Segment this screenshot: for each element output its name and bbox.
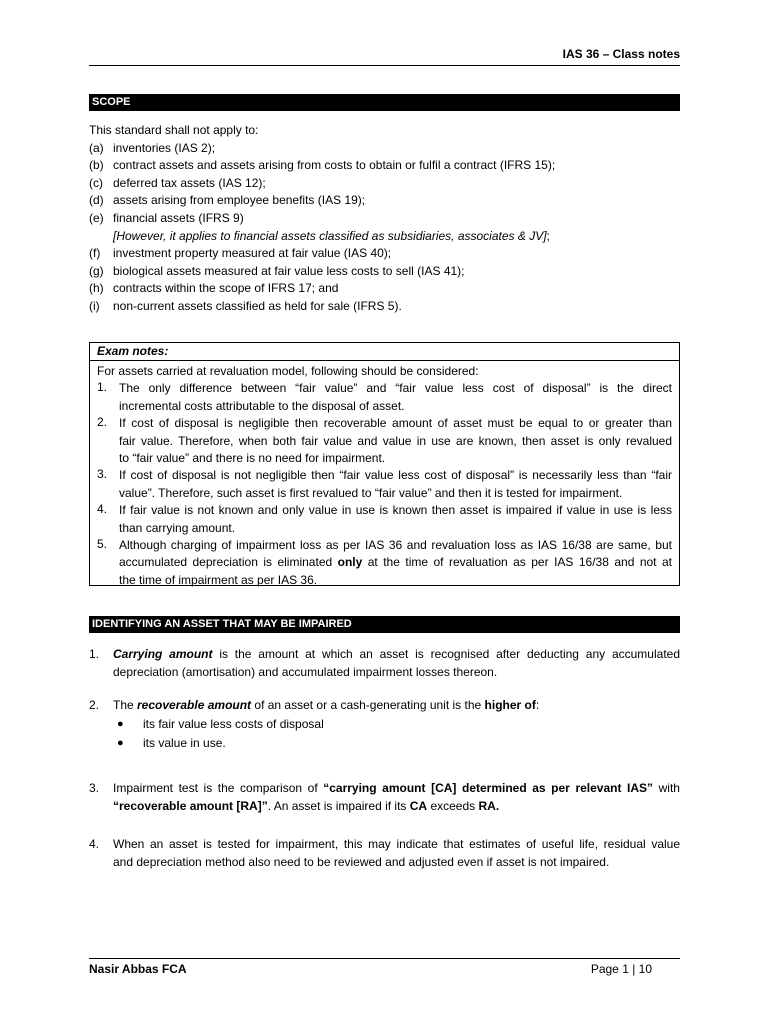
scope-item: (h) contracts within the scope of IFRS 17; and <box>89 281 339 296</box>
header-title: IAS 36 – Class notes <box>562 47 680 61</box>
scope-item: (b) contract assets and assets arising from costs to obtain or fulfil a contract (IFRS 15); <box>89 158 556 173</box>
exam-notes-box <box>89 342 680 586</box>
footer-author: Nasir Abbas FCA <box>89 962 187 976</box>
identify-item-3: 3. Impairment test is the comparison of “carrying amount [CA] determined as per relevant IAS” with “recoverable amount [RA]”. An asset is impaired if its CA exceeds RA. <box>89 781 680 813</box>
scope-item: (c) deferred tax assets (IAS 12); <box>89 175 266 190</box>
footer-rule <box>89 958 680 959</box>
exam-item: 4. If fair value is not known and only value in use is known then asset is impaired if value in use is less than carrying amount. <box>97 502 672 535</box>
header-rule <box>89 65 680 66</box>
identify-heading: IDENTIFYING AN ASSET THAT MAY BE IMPAIRED <box>89 616 680 633</box>
scope-section <box>89 122 680 316</box>
identify-item-1: 1. Carrying amount is the amount at which an asset is recognised after deducting any accumulated depreciation (amortisation) and accumulated impairment losses thereon. <box>89 647 680 679</box>
exam-item: 1. The only difference between “fair value” and “fair value less cost of disposal” is the direct incremental costs attributable to the disposal of asset. <box>97 380 672 413</box>
scope-item: (f) investment property measured at fair value (IAS 40); <box>89 246 392 261</box>
scope-item: (e) financial assets (IFRS 9) <box>89 210 244 225</box>
scope-intro: This standard shall not apply to: <box>89 123 259 137</box>
identify-item-2: 2. The recoverable amount of an asset or a cash-generating unit is the higher of: ● its fair value less costs of disposal ● its value in use. <box>89 697 680 753</box>
scope-item: (g) biological assets measured at fair value less costs to sell (IAS 41); <box>89 263 465 278</box>
bullet-item: ● its fair value less costs of disposal <box>117 716 324 731</box>
identify-item-4: 4. When an asset is tested for impairment, this may indicate that estimates of useful life, residual value and depreciation method also need to be reviewed and adjusted even if asset is not impaired. <box>89 837 680 869</box>
exam-item: 3. If cost of disposal is not negligible then “fair value less cost of disposal” is necessarily less than “fair value”. Therefore, such asset is first revalued to “fair value” and then it is tested for impairment. <box>97 467 672 500</box>
exam-notes-title: Exam notes: <box>90 343 679 361</box>
exam-intro: For assets carried at revaluation model, following should be considered: <box>97 364 479 378</box>
scope-heading: SCOPE <box>89 94 680 111</box>
scope-note: [However, it applies to financial assets classified as subsidiaries, associates & JV]; <box>113 228 550 243</box>
scope-item: (i) non-current assets classified as held for sale (IFRS 5). <box>89 298 402 313</box>
exam-item: 5. Although charging of impairment loss as per IAS 36 and revaluation loss as IAS 16/38 are same, but accumulated depreciation is eliminated only at the time of revaluation as per IAS 16/38 and not at the time of impairment as per IAS 36. <box>97 537 672 587</box>
scope-item: (d) assets arising from employee benefits (IAS 19); <box>89 193 366 208</box>
document-page <box>89 0 680 1024</box>
scope-item: (a) inventories (IAS 2); <box>89 140 216 155</box>
exam-item: 2. If cost of disposal is negligible then recoverable amount of asset must be equal to or greater than fair value. Therefore, when both fair value and value in use are known, then asset is only revalued to “fair value” and there is no need for impairment. <box>97 415 672 466</box>
footer-page-number: Page 1 | 10 <box>590 962 652 976</box>
bullet-item: ● its value in use. <box>117 735 226 750</box>
